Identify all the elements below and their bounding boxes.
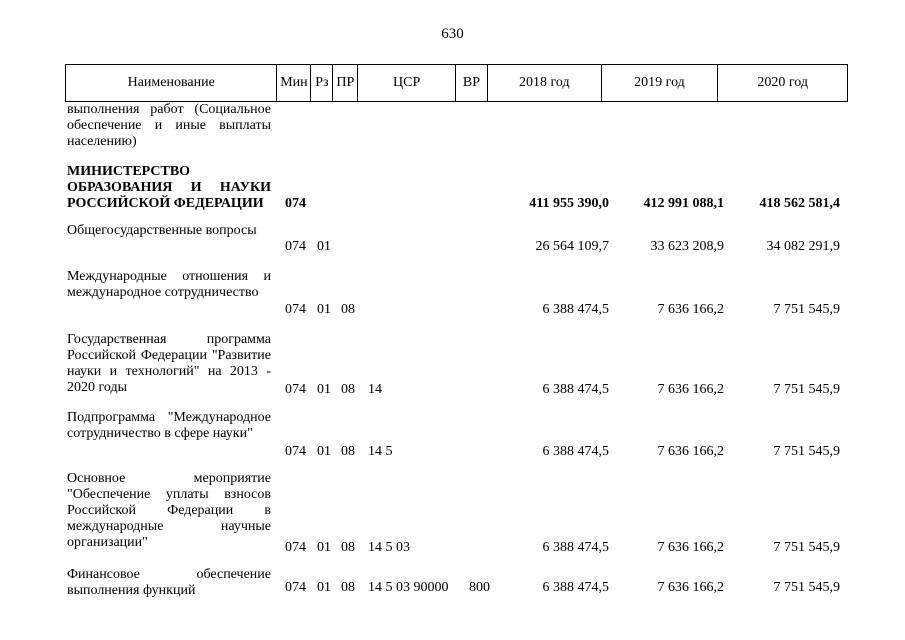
row-vr: 800	[469, 580, 490, 595]
row-2019: 33 623 208,9	[650, 239, 724, 254]
row-min: 074	[285, 196, 306, 211]
row-name: Общегосударственные вопросы	[67, 223, 257, 238]
row-pr: 08	[341, 444, 355, 459]
row-2020: 7 751 545,9	[773, 444, 840, 459]
row-rz: 01	[317, 239, 331, 254]
row-pr: 08	[341, 302, 355, 317]
row-pr: 08	[341, 540, 355, 555]
row-csr: 14 5 03	[368, 540, 410, 555]
row-csr: 14 5 03 90000	[368, 580, 449, 595]
header-csr: ЦСР	[358, 65, 456, 101]
row-2020: 7 751 545,9	[773, 382, 840, 397]
header-rz: Рз	[311, 65, 333, 101]
row-min: 074	[285, 444, 306, 459]
row-2018: 6 388 474,5	[542, 580, 609, 595]
row-min: 074	[285, 540, 306, 555]
row-rz: 01	[317, 302, 331, 317]
row-pr: 08	[341, 580, 355, 595]
row-name: Основное мероприятие "Обеспечение уплаты взносов Российской Федерации в международные научные организации"	[67, 471, 271, 550]
row-2019: 7 636 166,2	[657, 540, 724, 555]
row-2018: 6 388 474,5	[542, 382, 609, 397]
row-2019: 7 636 166,2	[657, 444, 724, 459]
row-2020: 7 751 545,9	[773, 302, 840, 317]
row-2018: 6 388 474,5	[542, 444, 609, 459]
row-2019: 412 991 088,1	[643, 196, 724, 211]
page-number: 630	[441, 26, 464, 42]
row-2018: 26 564 109,7	[535, 239, 609, 254]
header-vr: ВР	[456, 65, 488, 101]
row-2020: 34 082 291,9	[766, 239, 840, 254]
header-2020: 2020 год	[757, 75, 808, 90]
row-csr: 14	[368, 382, 382, 397]
row-name: Подпрограмма "Международное сотрудничество в сфере науки"	[67, 410, 271, 441]
row-rz: 01	[317, 382, 331, 397]
row-2018: 6 388 474,5	[542, 302, 609, 317]
row-name: Международные отношения и международное сотрудничество	[67, 269, 271, 300]
row-rz: 01	[317, 444, 331, 459]
header-min: Мин	[277, 65, 311, 101]
row-name: Государственная программа Российской Федерации "Развитие науки и технологий" на 2013 - 2020 годы	[67, 332, 271, 395]
header-2019: 2019 год	[602, 65, 719, 101]
row-csr: 14 5	[368, 444, 393, 459]
row-2018: 411 955 390,0	[529, 196, 609, 211]
row-2019: 7 636 166,2	[657, 382, 724, 397]
row-min: 074	[285, 302, 306, 317]
row-rz: 01	[317, 540, 331, 555]
row-2020: 7 751 545,9	[773, 580, 840, 595]
header-name: Наименование	[66, 65, 277, 101]
row-2018: 6 388 474,5	[542, 540, 609, 555]
row-rz: 01	[317, 580, 331, 595]
row-pr: 08	[341, 382, 355, 397]
row-name: выполнения работ (Социальное обеспечение и иные выплаты населению)	[67, 102, 271, 149]
row-min: 074	[285, 239, 306, 254]
row-name: МИНИСТЕРСТВО ОБРАЗОВАНИЯ И НАУКИ РОССИЙСКОЙ ФЕДЕРАЦИИ	[67, 164, 271, 211]
row-2019: 7 636 166,2	[657, 302, 724, 317]
row-2019: 7 636 166,2	[657, 580, 724, 595]
row-name: Финансовое обеспечение выполнения функций	[67, 567, 271, 598]
row-2020: 7 751 545,9	[773, 540, 840, 555]
header-2018: 2018 год	[488, 65, 602, 101]
row-min: 074	[285, 382, 306, 397]
header-pr: ПР	[333, 65, 358, 101]
row-2020: 418 562 581,4	[759, 196, 840, 211]
row-min: 074	[285, 580, 306, 595]
table-header	[65, 64, 848, 102]
